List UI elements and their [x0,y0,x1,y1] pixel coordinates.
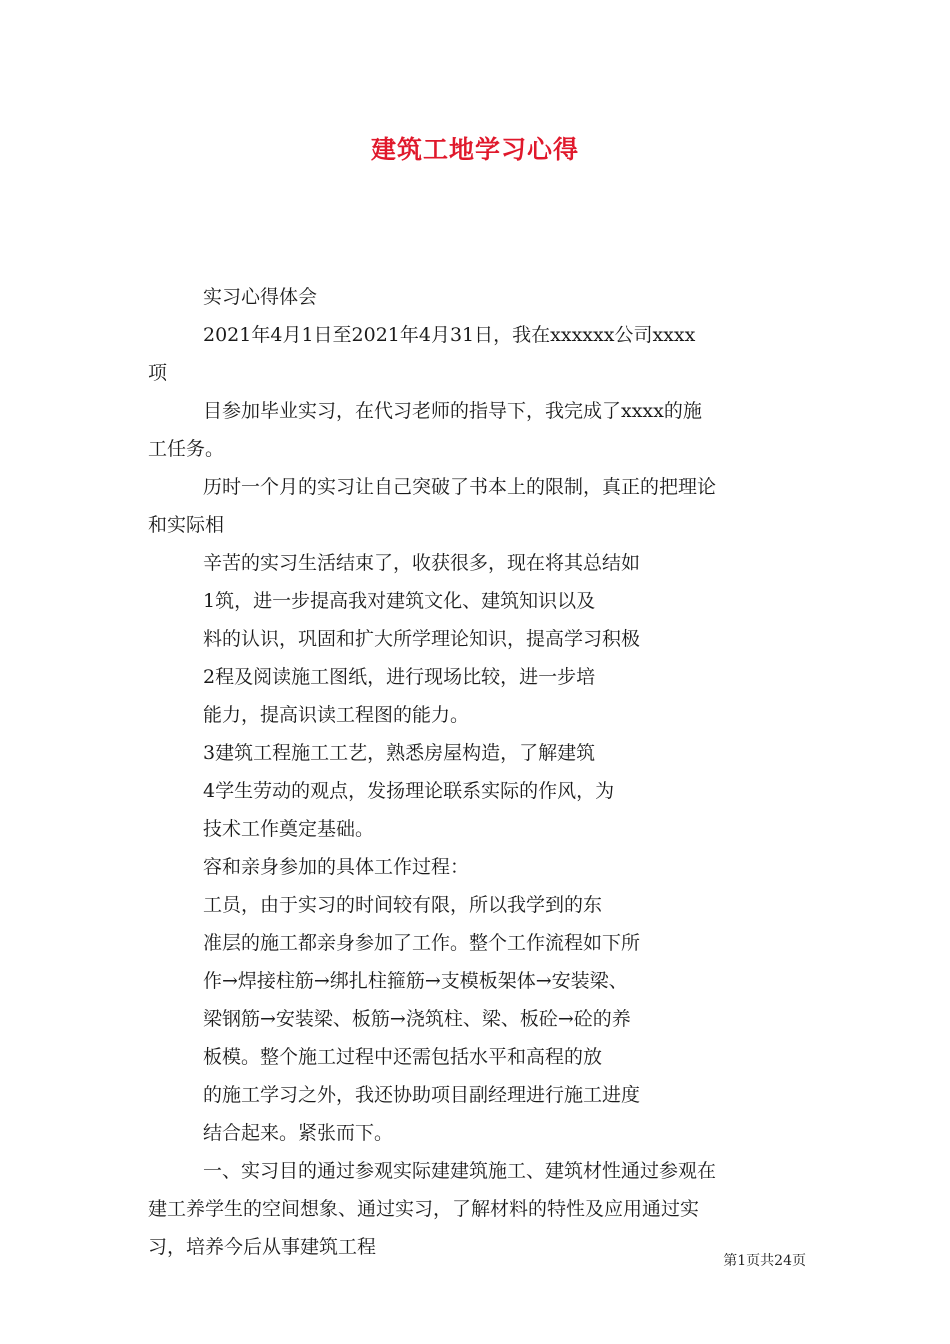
text-line: 1筑，进一步提高我对建筑文化、建筑知识以及 [203,590,596,612]
text-line: 板模。整个施工过程中还需包括水平和高程的放 [203,1046,603,1068]
document-title: 建筑工地学习心得 [370,135,579,164]
text-line: 作→焊接柱筋→绑扎柱箍筋→支模板架体→安装梁、 [203,970,628,992]
text-line: 2021年4月1日至2021年4月31日，我在xxxxxx公司xxxx [203,324,696,346]
text-line: 能力，提高识读工程图的能力。 [203,704,470,726]
text-line: 梁钢筋→安装梁、板筋→浇筑柱、梁、板砼→砼的养 [203,1008,631,1030]
text-line: 实习心得体会 [203,286,318,308]
text-line: 辛苦的实习生活结束了，收获很多，现在将其总结如 [203,552,641,574]
text-line: 容和亲身参加的具体工作过程： [203,856,470,878]
text-line: 结合起来。紧张而下。 [203,1122,394,1144]
text-line: 一、实习目的通过参观实际建建筑施工、建筑材性通过参观在 [203,1160,717,1182]
page-number-footer: 第1页共24页 [723,1253,806,1269]
text-line: 项 [148,362,168,384]
text-line: 历时一个月的实习让自己突破了书本上的限制，真正的把理论 [203,476,717,498]
text-line: 工员，由于实习的时间较有限，所以我学到的东 [203,894,603,916]
text-line: 工任务。 [148,438,225,460]
text-line: 3建筑工程施工工艺，熟悉房屋构造，了解建筑 [203,742,596,764]
text-line: 4学生劳动的观点，发扬理论联系实际的作风，为 [203,780,615,802]
text-line: 建工养学生的空间想象、通过实习，了解材料的特性及应用通过实 [148,1198,700,1220]
text-line: 2程及阅读施工图纸，进行现场比较，进一步培 [203,666,596,688]
text-line: 技术工作奠定基础。 [203,818,375,840]
text-line: 料的认识，巩固和扩大所学理论知识，提高学习积极 [203,628,641,650]
text-line: 和实际相 [148,514,225,536]
text-line: 目参加毕业实习，在代习老师的指导下，我完成了xxxx的施 [203,400,702,422]
text-line: 的施工学习之外，我还协助项目副经理进行施工进度 [203,1084,641,1106]
text-line: 习，培养今后从事建筑工程 [148,1236,377,1258]
text-line: 准层的施工都亲身参加了工作。整个工作流程如下所 [203,932,641,954]
